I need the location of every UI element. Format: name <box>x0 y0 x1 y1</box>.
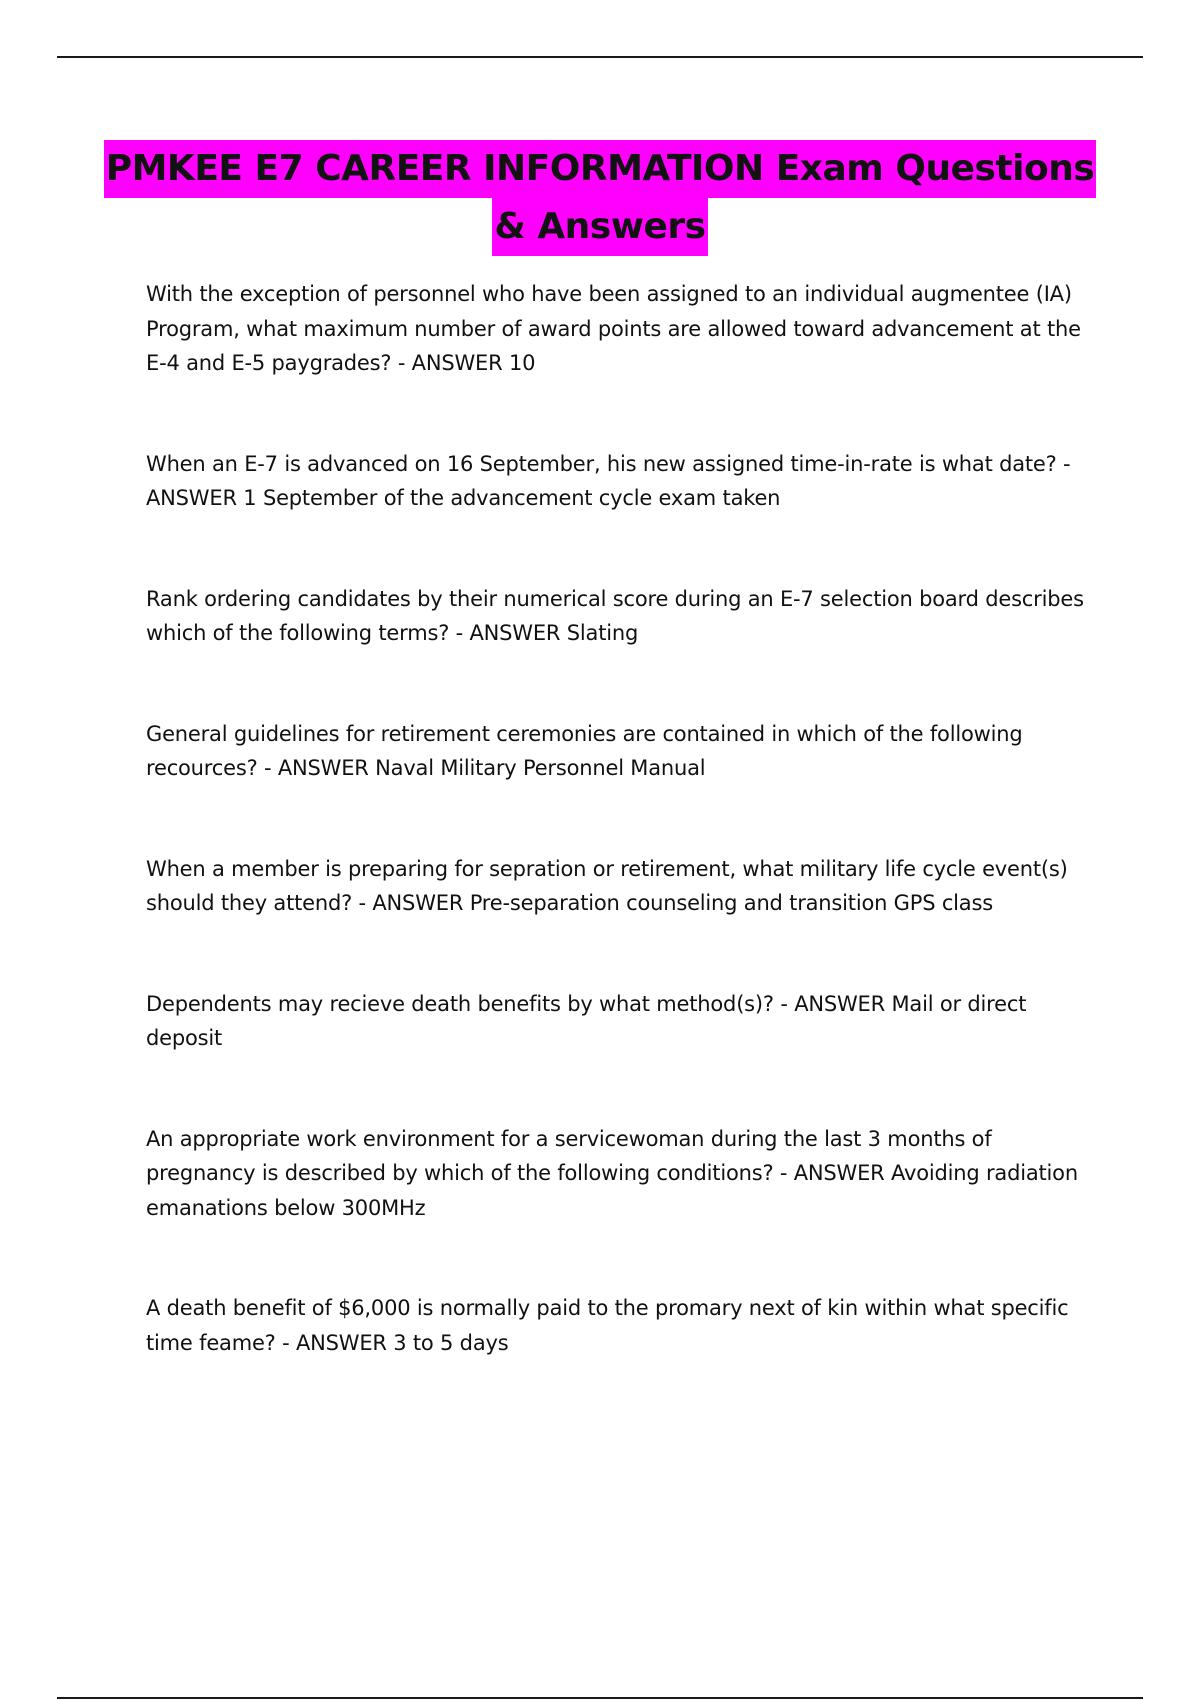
qa-item: When an E-7 is advanced on 16 September, his new assigned time-in-rate is what date? - ANSWER 1 September of the advancement cycle exam taken <box>146 451 1071 510</box>
qa-item: Rank ordering candidates by their numerical score during an E-7 selection board describes which of the following terms? - ANSWER Slating <box>146 586 1084 645</box>
header-rule <box>57 56 1143 58</box>
qa-item: An appropriate work environment for a servicewoman during the last 3 months of pregnancy is described by which of the following conditions? - ANSWER Avoiding radiation emanations below 300MHz <box>146 1126 1078 1220</box>
page-title <box>100 140 1100 256</box>
qa-item: A death benefit of $6,000 is normally paid to the promary next of kin within what specific time feame? - ANSWER 3 to 5 days <box>146 1296 1069 1355</box>
title-line-2: & Answers <box>492 198 707 256</box>
footer-rule <box>57 1697 1143 1699</box>
qa-item: General guidelines for retirement ceremonies are contained in which of the following recources? - ANSWER Naval Military Personnel Manual <box>146 721 1023 780</box>
question-answer-list <box>146 277 1101 1426</box>
qa-item: When a member is preparing for sepration or retirement, what military life cycle event(s) should they attend? - ANSWER Pre-separation counseling and transition GPS class <box>146 856 1068 915</box>
title-line-1: PMKEE E7 CAREER INFORMATION Exam Questions <box>104 140 1097 198</box>
qa-item: With the exception of personnel who have been assigned to an individual augmentee (IA) Program, what maximum number of award points are allowed toward advancement at the E-4 and E-5 paygrades? - ANSWER 10 <box>146 282 1081 375</box>
qa-item: Dependents may recieve death benefits by what method(s)? - ANSWER Mail or direct deposit <box>146 991 1027 1050</box>
